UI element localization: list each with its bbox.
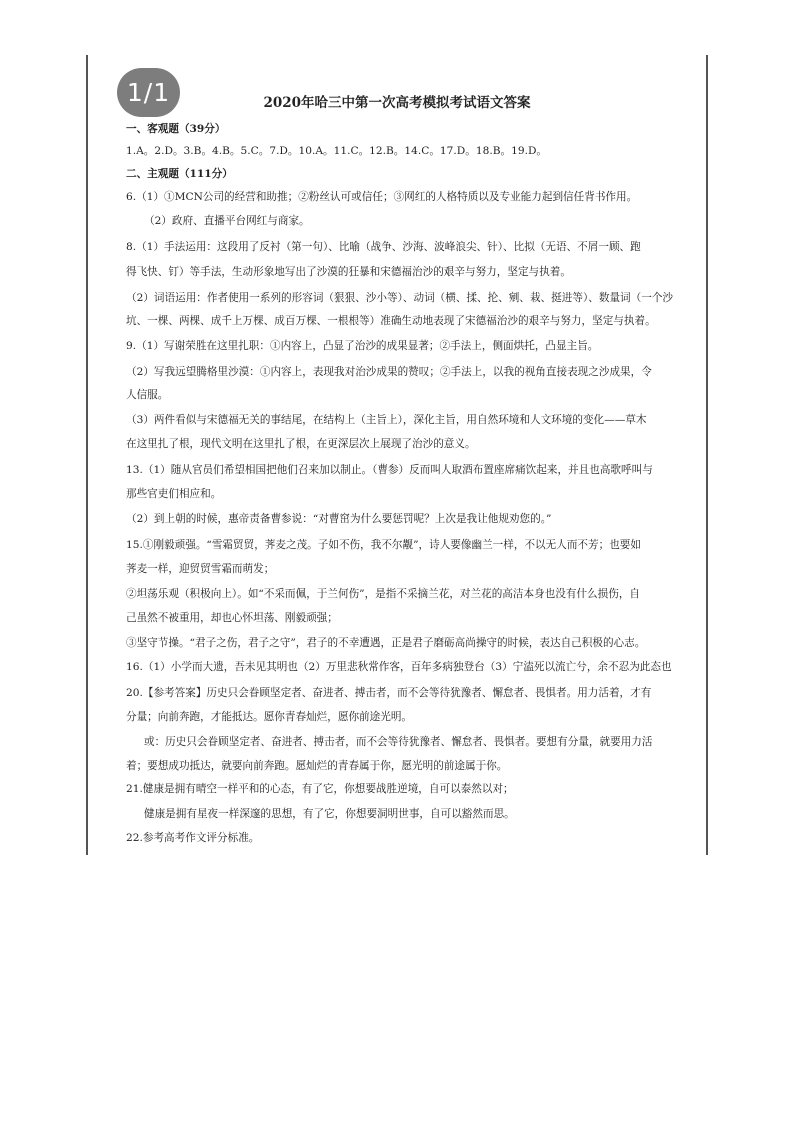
text-line: 9.（1）写谢荣胜在这里扎职：①内容上，凸显了治沙的成果显著；②手法上，侧面烘托，凸显主旨。 (126, 340, 599, 352)
text-line: 6.（1）①MCN公司的经营和助推；②粉丝认可或信任；③网红的人格特质以及专业能力起到信任背书作用。 (126, 191, 638, 203)
text-line: （3）两件看似与宋德福无关的事结尾，在结构上（主旨上），深化主旨，用自然环境和人文环境的变化——草木 (126, 414, 647, 426)
text-line: 1.A。2.D。3.B。4.B。5.C。7.D。10.A。11.C。12.B。14.C。17.D。18.B。19.D。 (126, 145, 548, 157)
text-line: 健康是拥有星夜一样深邃的思想，有了它，你想要洞明世事，自可以豁然而思。 (144, 808, 515, 820)
text-line: （2）写我远望腾格里沙漠：①内容上，表现我对治沙成果的赞叹；②手法上，以我的视角直接表现之沙成果，令 (126, 366, 652, 378)
section-heading: 二、主观题（111分） (126, 168, 233, 180)
left-margin-line (86, 55, 88, 855)
text-line: （2）到上朝的时候，惠帝责备曹参说：“对曹窋为什么要惩罚呢？上次是我让他规劝您的。” (126, 513, 552, 525)
text-line: 人信服。 (126, 389, 169, 401)
text-line: 13.（1）随从官员们希望相国把他们召来加以制止。（曹参）反而叫人取酒布置座席痛饮起来，并且也高歌呼叫与 (126, 464, 653, 476)
text-line: 着；要想成功抵达，就要向前奔跑。愿灿烂的青春属于你，愿光明的前途属于你。 (126, 760, 508, 772)
section-heading: 一、客观题（39分） (126, 123, 226, 135)
text-line: 20.【参考答案】历史只会眷顾坚定者、奋进者、搏击者，而不会等待犹豫者、懈怠者、畏惧者。用力活着，才有 (126, 687, 652, 699)
text-line: 坑、一棵、两棵、成千上万棵、成百万棵、一根根等）准确生动地表现了宋德福治沙的艰辛与努力，坚定与执着。 (126, 315, 656, 327)
page-indicator-badge[interactable]: 1/1 (117, 68, 180, 117)
text-line: 荠麦一样，迎贸贸雪霜而萌发； (126, 563, 275, 575)
text-line: （2）政府、直播平台网红与商家。 (144, 215, 310, 227)
text-line: 己虽然不被重用，却也心怀坦荡、刚毅顽强； (126, 612, 338, 624)
text-line: 分量；向前奔跑，才能抵达。愿你青春灿烂，愿你前途光明。 (126, 711, 413, 723)
text-line: 8.（1）手法运用：这段用了反衬（第一句）、比喻（战争、沙海、波峰浪尖、针）、比拟（无语、不屑一顾、跑 (126, 241, 641, 253)
text-line: 15.①刚毅顽强。“雪霜贸贸，荠麦之茂。子如不伤，我不尔觏”，诗人要像幽兰一样，不以无人而不芳；也要如 (126, 539, 641, 551)
text-line: 得飞快、钉）等手法，生动形象地写出了沙漠的狂暴和宋德福治沙的艰辛与努力，坚定与执着。 (126, 266, 571, 278)
text-line: （2）词语运用：作者使用一系列的形容词（狠狠、沙小等）、动词（横、揉、抡、剜、栽、挺进等）、数量词（一个沙 (126, 292, 674, 304)
right-margin-line (706, 55, 708, 855)
text-line: 或：历史只会眷顾坚定者、奋进者、搏击者，而不会等待犹豫者、懈怠者、畏惧者。要想有分量，就要用力活 (144, 736, 653, 748)
text-line: 16.（1）小学而大遗，吾未见其明也（2）万里悲秋常作客，百年多病独登台（3）宁溘死以流亡兮，余不忍为此态也 (126, 661, 672, 673)
text-line: 21.健康是拥有晴空一样平和的心态，有了它，你想要战胜逆境，自可以泰然以对； (126, 783, 514, 795)
text-line: ②坦荡乐观（积极向上）。如“不采而佩，于兰何伤”，是指不采摘兰花，对兰花的高洁本身也没有什么损伤，自 (126, 588, 641, 600)
text-line: 22.参考高考作文评分标准。 (126, 832, 260, 844)
text-line: 那些官吏们相应和。 (126, 488, 222, 500)
text-line: ③坚守节操。“君子之伤，君子之守”，君子的不幸遭遇，正是君子磨砺高尚操守的时候，表达自己积极的心志。 (126, 637, 646, 649)
text-line: 在这里扎了根，现代文明在这里扎了根，在更深层次上展现了治沙的意义。 (126, 438, 476, 450)
document-title: 2020年哈三中第一次高考模拟考试语文答案 (263, 95, 531, 111)
